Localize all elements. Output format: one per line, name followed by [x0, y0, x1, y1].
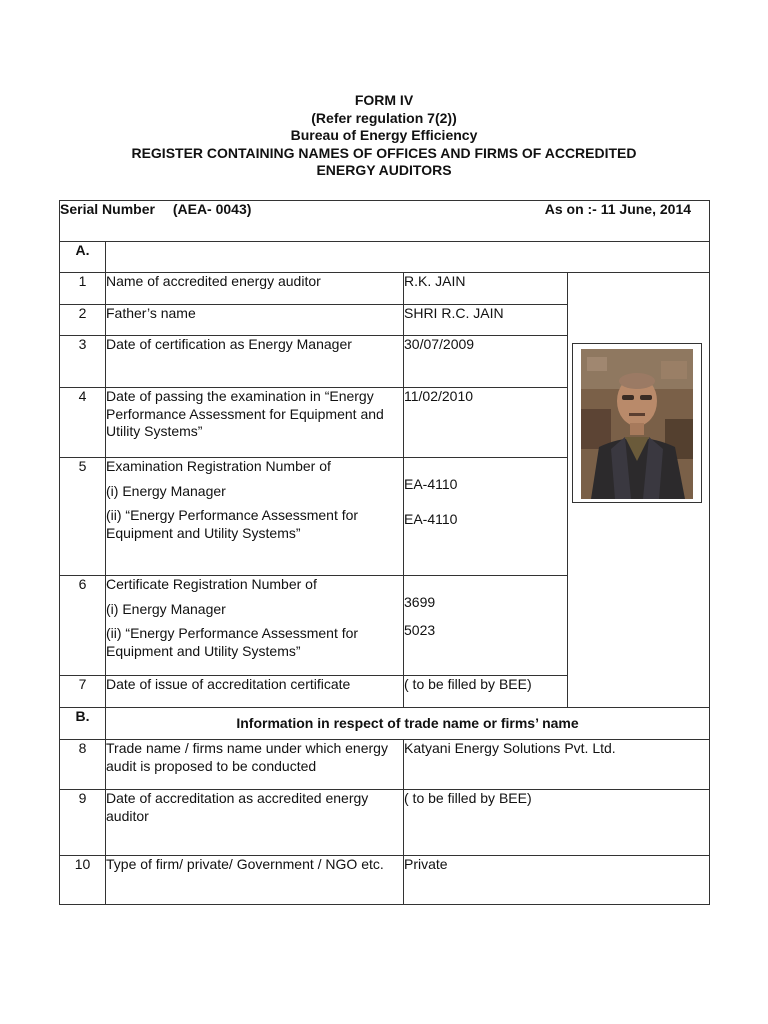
row-label: Date of certification as Energy Manager — [106, 336, 404, 388]
table-row — [60, 856, 710, 905]
row-value-energy-manager: 3699 — [404, 594, 436, 610]
row-number: 9 — [60, 790, 106, 856]
row-number: 1 — [60, 273, 106, 305]
photo-frame — [572, 343, 702, 503]
row-value-epa: 5023 — [404, 621, 436, 638]
row-sub-label-epa: (ii) “Energy Performance Assessment for Equipment and Utility Systems” — [106, 625, 359, 659]
section-a-empty — [106, 242, 710, 273]
row-number: 8 — [60, 740, 106, 790]
section-b-title: Information in respect of trade name or firms’ name — [106, 708, 710, 740]
serial-number-label: Serial Number — [60, 201, 155, 217]
row-label: Name of accredited energy auditor — [106, 273, 404, 305]
register-title-line1: REGISTER CONTAINING NAMES OF OFFICES AND FIRMS OF ACCREDITED — [131, 144, 637, 161]
section-a-label: A. — [60, 242, 106, 273]
row-label: Certificate Registration Number of — [106, 576, 317, 592]
row-number: 6 — [60, 576, 106, 676]
row-number: 4 — [60, 388, 106, 458]
photo-cell — [568, 273, 710, 708]
row-value-group — [404, 458, 568, 576]
table-row — [60, 273, 710, 305]
row-value-epa: EA-4110 — [404, 510, 458, 527]
row-value: ( to be filled by BEE) — [404, 790, 710, 856]
row-value: ( to be filled by BEE) — [404, 676, 568, 708]
form-title: FORM IV — [354, 92, 414, 108]
row-value-energy-manager: EA-4110 — [404, 476, 458, 492]
section-a-row — [60, 242, 710, 273]
table-row — [60, 790, 710, 856]
bureau-name: Bureau of Energy Efficiency — [290, 127, 478, 144]
row-sub-label-energy-manager: (i) Energy Manager — [106, 482, 226, 499]
row-label: Date of accreditation as accredited energy auditor — [106, 790, 404, 856]
row-value: 30/07/2009 — [404, 336, 568, 388]
row-sub-label-epa: (ii) “Energy Performance Assessment for Equipment and Utility Systems” — [106, 507, 359, 541]
row-value-group — [404, 576, 568, 676]
row-number: 7 — [60, 676, 106, 708]
row-label-group — [106, 576, 404, 676]
row-sub-label-energy-manager: (i) Energy Manager — [106, 600, 226, 617]
row-label: Examination Registration Number of — [106, 458, 331, 474]
section-b-row — [60, 708, 710, 740]
row-value: Katyani Energy Solutions Pvt. Ltd. — [404, 740, 710, 790]
row-label: Father’s name — [106, 305, 404, 336]
auditor-photo — [581, 349, 693, 499]
section-b-label: B. — [60, 708, 106, 740]
regulation-reference: (Refer regulation 7(2)) — [311, 109, 457, 126]
row-label-group — [106, 458, 404, 576]
row-number: 10 — [60, 856, 106, 905]
row-label: Date of passing the examination in “Energy Performance Assessment for Equipment and Utility Systems” — [106, 388, 404, 458]
auditor-register-table — [59, 200, 710, 905]
register-title-line2: ENERGY AUDITORS — [316, 162, 452, 179]
serial-number-value: (AEA- 0043) — [172, 201, 252, 217]
row-value: SHRI R.C. JAIN — [404, 305, 568, 336]
form-header — [0, 92, 768, 180]
serial-row — [60, 201, 710, 242]
row-label: Date of issue of accreditation certificate — [106, 676, 404, 708]
row-number: 2 — [60, 305, 106, 336]
row-number: 5 — [60, 458, 106, 576]
row-value: Private — [404, 856, 710, 905]
row-value: 11/02/2010 — [404, 388, 568, 458]
row-number: 3 — [60, 336, 106, 388]
row-value: R.K. JAIN — [404, 273, 568, 305]
row-label: Type of firm/ private/ Government / NGO etc. — [106, 856, 404, 905]
row-label: Trade name / firms name under which energy audit is proposed to be conducted — [106, 740, 404, 790]
portrait-illustration — [581, 349, 693, 499]
table-row — [60, 740, 710, 790]
as-on-date: As on :- 11 June, 2014 — [544, 201, 692, 217]
